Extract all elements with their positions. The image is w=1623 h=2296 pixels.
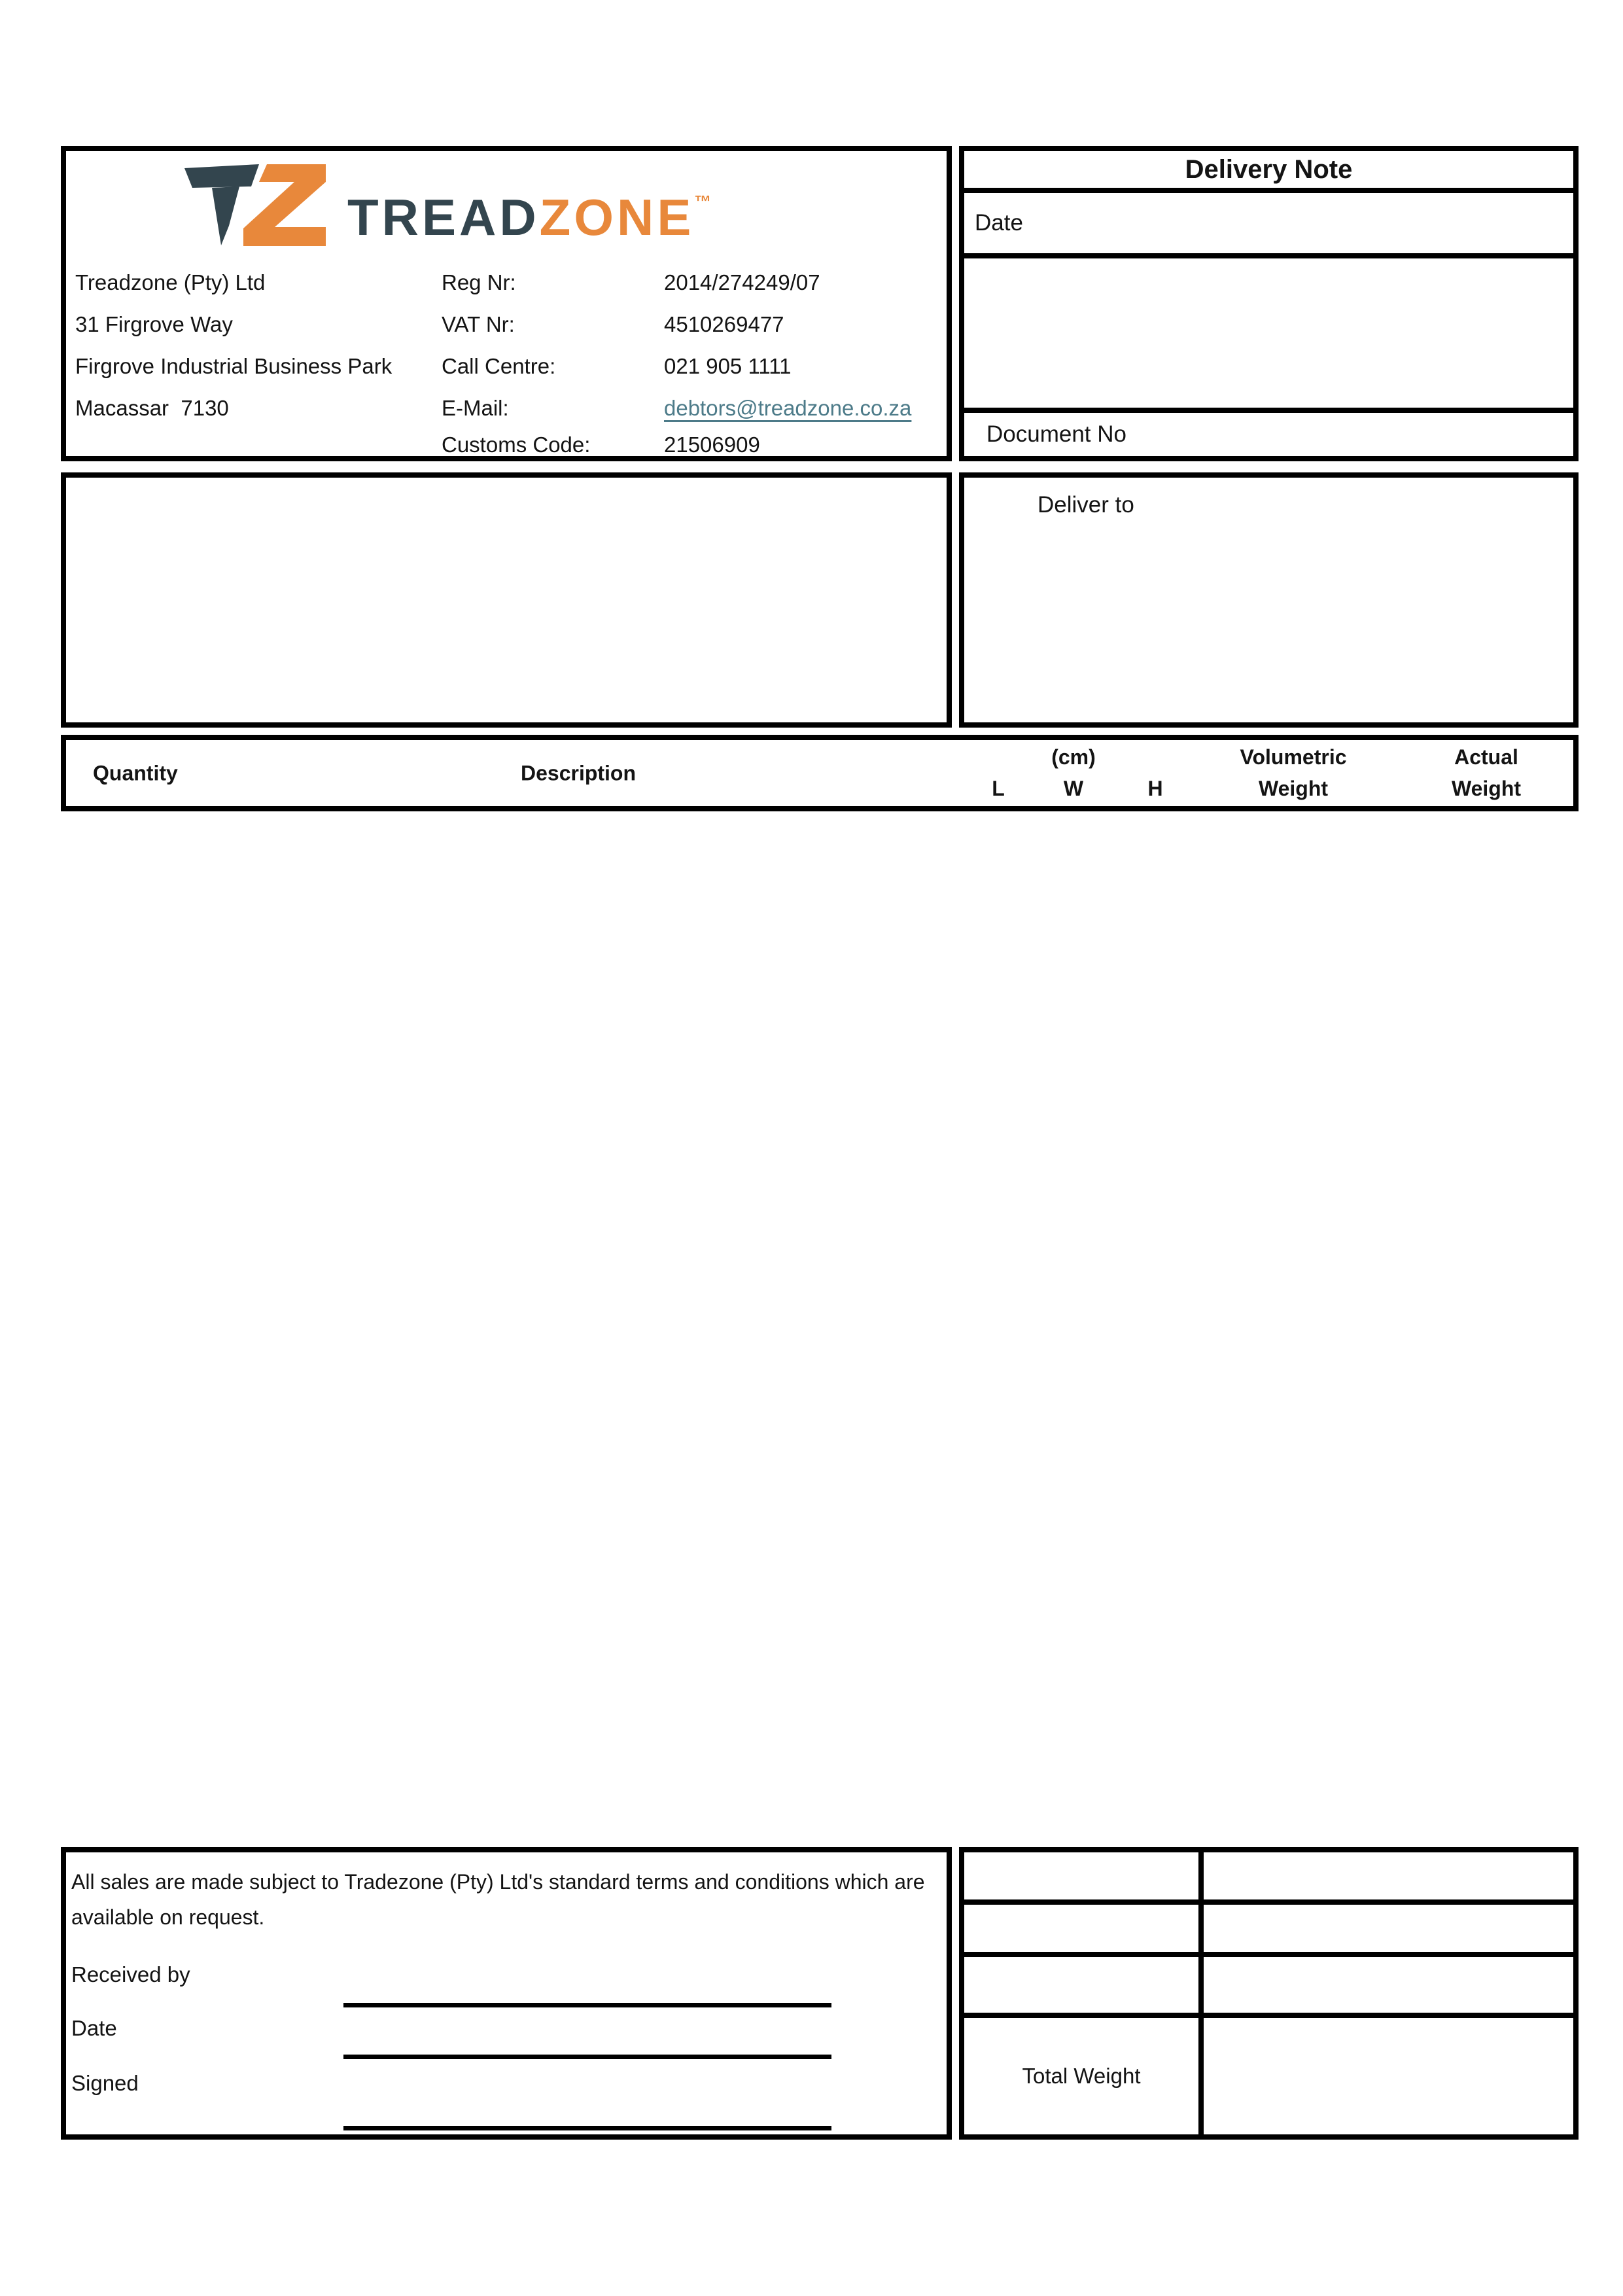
email-link[interactable]: debtors@treadzone.co.za xyxy=(664,396,912,420)
date-signature-line xyxy=(343,2055,831,2059)
terms-and-conditions-text: All sales are made subject to Tradezone (Pty) Ltd's standard terms and conditions which are available on request. xyxy=(71,1870,925,1929)
weight-summary-table xyxy=(959,1847,1579,2140)
height-column-header: H xyxy=(1147,777,1163,800)
volumetric-weight-header-line1: Volumetric xyxy=(1240,745,1347,769)
signature-date-label: Date xyxy=(71,2016,117,2040)
weight-row-label-cell xyxy=(964,1905,1204,1952)
vat-nr-label: VAT Nr: xyxy=(442,312,515,336)
reg-nr-value: 2014/274249/07 xyxy=(664,270,820,294)
total-weight-label: Total Weight xyxy=(964,2018,1204,2134)
company-park: Firgrove Industrial Business Park xyxy=(75,354,393,378)
company-city: Macassar 7130 xyxy=(75,396,229,420)
length-column-header: L xyxy=(992,777,1005,800)
company-info-box xyxy=(61,146,952,461)
trademark-symbol: ™ xyxy=(694,192,712,211)
company-info-row xyxy=(66,268,947,297)
weight-row-value-cell xyxy=(1204,1957,1573,2013)
weight-row-label-cell xyxy=(964,1957,1204,2013)
quantity-column-header: Quantity xyxy=(93,761,178,785)
company-street: 31 Firgrove Way xyxy=(75,312,233,336)
table-row xyxy=(964,1905,1573,1957)
signed-signature-line xyxy=(343,2126,831,2130)
description-column-header: Description xyxy=(520,761,637,785)
date-field-row xyxy=(964,193,1573,258)
logo-zone-text: ZONE xyxy=(539,188,695,246)
width-column-header: W xyxy=(1063,777,1084,800)
received-by-label: Received by xyxy=(71,1962,190,1987)
deliver-to-box xyxy=(959,472,1579,728)
document-no-label: Document No xyxy=(986,421,1126,447)
actual-weight-header-line2: Weight xyxy=(1451,777,1522,800)
email-label: E-Mail: xyxy=(442,396,509,420)
deliver-to-label: Deliver to xyxy=(1038,492,1134,518)
date-label: Date xyxy=(975,210,1023,236)
date-value-area xyxy=(964,258,1573,413)
weight-row-value-cell xyxy=(1204,1852,1573,1899)
customs-code-label: Customs Code: xyxy=(442,433,591,457)
document-no-row xyxy=(964,413,1573,456)
actual-weight-header-line1: Actual xyxy=(1454,745,1518,769)
logo-tread-text: TREAD xyxy=(347,188,540,246)
company-info-row xyxy=(66,352,947,381)
total-weight-row xyxy=(964,2018,1573,2134)
signed-label: Signed xyxy=(71,2071,139,2095)
table-row xyxy=(964,1852,1573,1905)
items-table-header xyxy=(61,735,1579,811)
total-weight-value-cell xyxy=(1204,2018,1573,2134)
document-meta-box xyxy=(959,146,1579,461)
company-info-row xyxy=(66,431,947,459)
received-by-signature-line xyxy=(343,2003,831,2007)
call-centre-label: Call Centre: xyxy=(442,354,556,378)
terms-signature-box xyxy=(61,1847,952,2140)
weight-row-label-cell xyxy=(964,1852,1204,1899)
company-info-row xyxy=(66,394,947,423)
treadzone-logo-icon xyxy=(182,160,329,249)
customer-address-box xyxy=(61,472,952,728)
company-name: Treadzone (Pty) Ltd xyxy=(75,270,266,294)
cm-units-header: (cm) xyxy=(1051,745,1096,769)
company-info-row xyxy=(66,310,947,339)
call-centre-value: 021 905 1111 xyxy=(664,354,792,378)
treadzone-logo-wordmark xyxy=(347,172,711,247)
page-title: Delivery Note xyxy=(964,151,1573,193)
table-row xyxy=(964,1957,1573,2018)
weight-row-value-cell xyxy=(1204,1905,1573,1952)
customs-code-value: 21506909 xyxy=(664,433,760,457)
reg-nr-label: Reg Nr: xyxy=(442,270,516,294)
vat-nr-value: 4510269477 xyxy=(664,312,784,336)
volumetric-weight-header-line2: Weight xyxy=(1258,777,1329,800)
